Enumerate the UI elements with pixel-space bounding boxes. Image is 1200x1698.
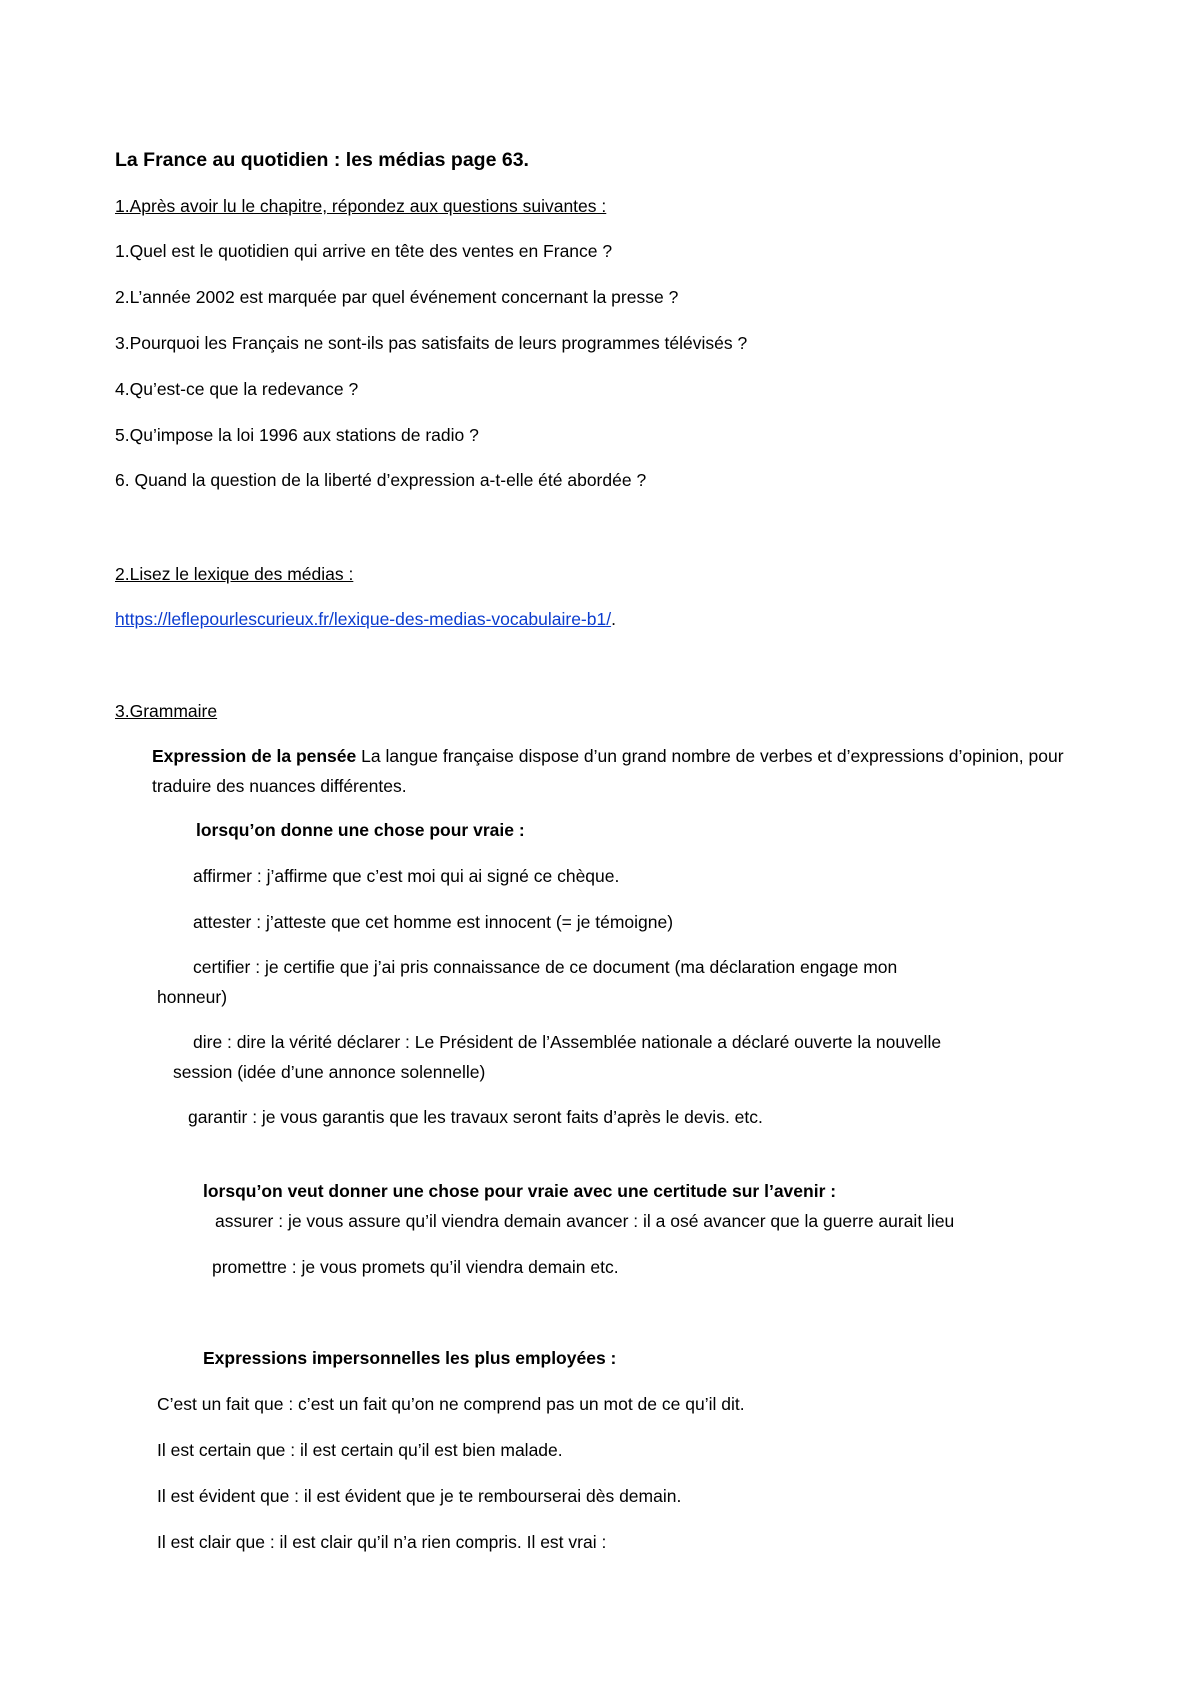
question-5: 5.Qu’impose la loi 1996 aux stations de radio ? bbox=[115, 425, 479, 445]
section2-heading: 2.Lisez le lexique des médias : bbox=[115, 564, 354, 584]
item-promettre: promettre : je vous promets qu’il viendra demain etc. bbox=[212, 1257, 619, 1277]
intro-text: La langue française dispose d’un grand nombre de verbes et d’expressions d’opinion, pour traduire des nuances différentes. bbox=[152, 746, 1064, 796]
item-dire: dire : dire la vérité déclarer : Le Président de l’Assemblée nationale a déclaré ouverte la nouvelle bbox=[193, 1032, 942, 1052]
item-clair: Il est clair que : il est clair qu’il n’a rien compris. Il est vrai : bbox=[157, 1532, 607, 1552]
link-suffix: . bbox=[611, 609, 616, 629]
lexique-link[interactable]: https://leflepourlescurieux.fr/lexique-des-medias-vocabulaire-b1/ bbox=[115, 609, 612, 629]
item-assurer: assurer : je vous assure qu’il viendra demain avancer : il a osé avancer que la guerre aurait lieu bbox=[215, 1211, 955, 1231]
intro-bold: Expression de la pensée bbox=[152, 746, 357, 766]
item-certifier: certifier : je certifie que j’ai pris connaissance de ce document (ma déclaration engage mon bbox=[193, 957, 898, 977]
item-dire-cont: session (idée d’une annonce solennelle) bbox=[173, 1062, 486, 1082]
document-title: La France au quotidien : les médias page 63. bbox=[115, 149, 529, 171]
item-attester: attester : j’atteste que cet homme est innocent (= je témoigne) bbox=[193, 912, 674, 932]
item-evident: Il est évident que : il est évident que je te rembourserai dès demain. bbox=[157, 1486, 682, 1506]
item-certifier-cont: honneur) bbox=[157, 987, 228, 1007]
item-certain: Il est certain que : il est certain qu’il est bien malade. bbox=[157, 1440, 563, 1460]
section1-heading: 1.Après avoir lu le chapitre, répondez aux questions suivantes : bbox=[115, 196, 607, 216]
lexique-link-line bbox=[115, 608, 616, 631]
question-6: 6. Quand la question de la liberté d’expression a-t-elle été abordée ? bbox=[115, 470, 647, 490]
item-garantir: garantir : je vous garantis que les travaux seront faits d’après le devis. etc. bbox=[188, 1107, 763, 1127]
question-1: 1.Quel est le quotidien qui arrive en tête des ventes en France ? bbox=[115, 241, 613, 261]
subheading-avenir: lorsqu’on veut donner une chose pour vraie avec une certitude sur l’avenir : bbox=[203, 1181, 837, 1201]
item-fait: C’est un fait que : c’est un fait qu’on ne comprend pas un mot de ce qu’il dit. bbox=[157, 1394, 745, 1414]
question-4: 4.Qu’est-ce que la redevance ? bbox=[115, 379, 359, 399]
question-3: 3.Pourquoi les Français ne sont-ils pas satisfaits de leurs programmes télévisés ? bbox=[115, 333, 748, 353]
question-2: 2.L’année 2002 est marquée par quel événement concernant la presse ? bbox=[115, 287, 679, 307]
item-affirmer: affirmer : j’affirme que c’est moi qui ai signé ce chèque. bbox=[193, 866, 620, 886]
subheading-impersonnelles: Expressions impersonnelles les plus employées : bbox=[203, 1348, 617, 1368]
section3-heading: 3.Grammaire bbox=[115, 701, 218, 721]
subheading-vraie: lorsqu’on donne une chose pour vraie : bbox=[196, 820, 525, 840]
intro-paragraph bbox=[152, 741, 1072, 801]
